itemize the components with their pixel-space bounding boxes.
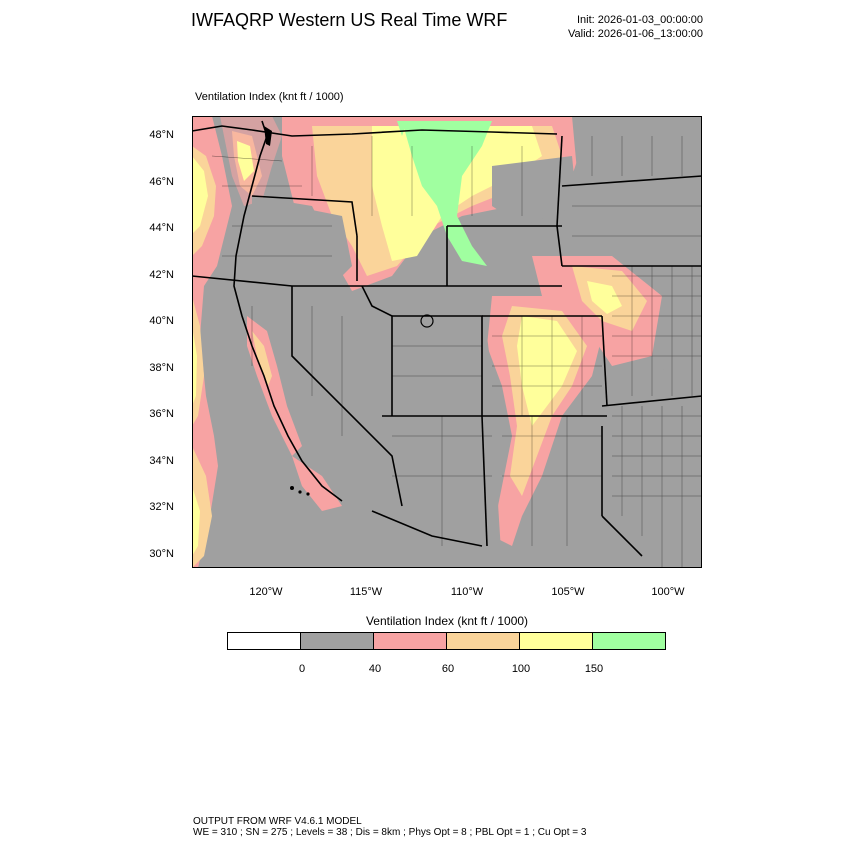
lat-label-34: 34°N xyxy=(149,455,174,467)
lat-label-44: 44°N xyxy=(149,222,174,234)
legend-box-tan xyxy=(446,632,520,650)
legend-box-gray xyxy=(300,632,374,650)
legend-tick-60: 60 xyxy=(441,663,455,675)
lat-label-30: 30°N xyxy=(149,548,174,560)
lon-label-115: 115°W xyxy=(349,586,383,598)
forecast-map xyxy=(192,116,702,568)
model-info-line1: OUTPUT FROM WRF V4.6.1 MODEL xyxy=(193,816,362,827)
map-subtitle: Ventilation Index (knt ft / 1000) xyxy=(195,91,344,103)
channel-island-2 xyxy=(298,490,301,493)
channel-island-3 xyxy=(306,492,309,495)
legend-box-yellow xyxy=(519,632,593,650)
gray-core-utah xyxy=(372,296,492,416)
lat-label-42: 42°N xyxy=(149,269,174,281)
legend-title: Ventilation Index (knt ft / 1000) xyxy=(365,614,529,628)
lat-label-40: 40°N xyxy=(149,315,174,327)
legend-tick-0: 0 xyxy=(298,663,306,675)
legend-box-green xyxy=(592,632,666,650)
legend-box-pink xyxy=(373,632,447,650)
lon-label-120: 120°W xyxy=(249,586,283,598)
legend-tick-40: 40 xyxy=(368,663,382,675)
lon-label-110: 110°W xyxy=(450,586,484,598)
valid-time: Valid: 2026-01-06_13:00:00 xyxy=(568,28,703,40)
legend-box-white xyxy=(227,632,301,650)
init-time: Init: 2026-01-03_00:00:00 xyxy=(577,14,703,26)
legend-colorbar xyxy=(228,632,666,650)
lat-label-38: 38°N xyxy=(149,362,174,374)
legend-tick-150: 150 xyxy=(584,663,604,675)
lat-label-46: 46°N xyxy=(149,176,174,188)
lat-label-36: 36°N xyxy=(149,408,174,420)
lat-label-48: 48°N xyxy=(149,129,174,141)
channel-island xyxy=(290,486,294,490)
lat-label-32: 32°N xyxy=(149,501,174,513)
legend-tick-100: 100 xyxy=(511,663,531,675)
lon-label-105: 105°W xyxy=(551,586,585,598)
lon-label-100: 100°W xyxy=(651,586,685,598)
chart-title: IWFAQRP Western US Real Time WRF xyxy=(191,10,508,30)
gray-core-plains-south xyxy=(572,366,702,568)
model-info-line2: WE = 310 ; SN = 275 ; Levels = 38 ; Dis = 8km ; Phys Opt = 8 ; PBL Opt = 1 ; Cu Opt = 3 xyxy=(193,827,587,838)
